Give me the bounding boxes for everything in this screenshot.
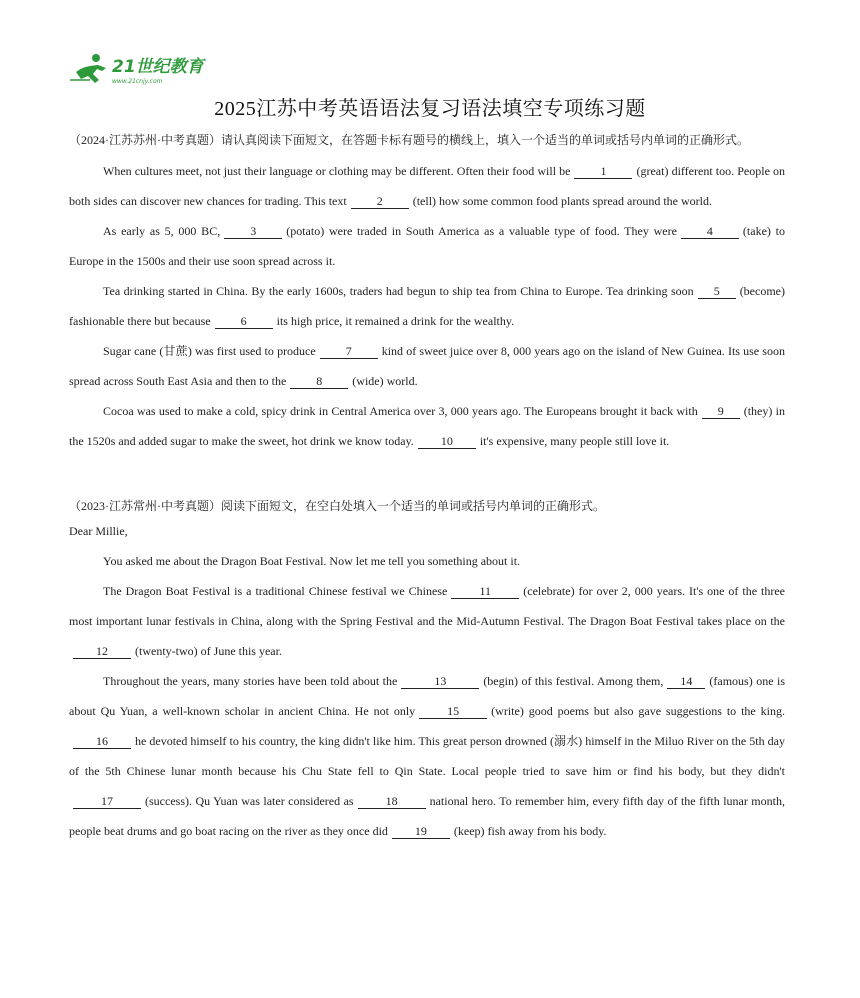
blank-2[interactable]: 2 [351, 195, 409, 209]
passage2-paragraph-1: You asked me about the Dragon Boat Festival. Now let me tell you something about it. [103, 554, 521, 568]
text-run: (take) to Europe in the 1500s and their use soon spread across it. [69, 224, 786, 268]
passage1-instruction: （2024·江苏苏州·中考真题）请认真阅读下面短文，在答题卡标有题号的横线上，填入一个适当的单词或括号内单词的正确形式。 [69, 133, 749, 147]
blank-11[interactable]: 11 [451, 585, 519, 599]
letter-salutation: Dear Millie, [69, 524, 128, 538]
blank-3[interactable]: 3 [224, 225, 282, 239]
blank-4[interactable]: 4 [681, 225, 739, 239]
blank-13[interactable]: 13 [401, 675, 479, 689]
blank-9[interactable]: 9 [702, 405, 740, 419]
passage1-paragraph-2 [69, 216, 785, 276]
text-run: As early as 5, 000 BC, [103, 224, 221, 238]
blank-12[interactable]: 12 [73, 645, 131, 659]
passage2-instruction: （2023·江苏常州·中考真题）阅读下面短文，在空白处填入一个适当的单词或括号内单词的正确形式。 [69, 499, 605, 513]
passage1-paragraph-3 [69, 276, 785, 336]
page-title: 2025江苏中考英语语法复习语法填空专项练习题 [214, 98, 646, 120]
blank-15[interactable]: 15 [419, 705, 487, 719]
text-run: (tell) how some common food plants spread around the world. [412, 194, 712, 208]
text-run: (wide) world. [352, 374, 418, 388]
text-run: (begin) of this festival. Among them, [483, 674, 664, 688]
text-run: (celebrate) for over 2, 000 years. It's one of the three most important lunar festivals in China, along with the Spring Festival and the Mid-Autumn Festival. The Dragon Boat Festival takes place on the [69, 584, 786, 628]
text-run: (become) fashionable there but because [69, 284, 785, 328]
text-run: (famous) one is about Qu Yuan, a well-known scholar in ancient China. He not only [69, 674, 786, 718]
logo-url: www.21cnjy.com [112, 78, 163, 85]
text-run: Sugar cane (甘蔗) was first used to produce [103, 344, 316, 358]
blank-18[interactable]: 18 [358, 795, 426, 809]
text-run: national hero. To remember him, every fifth day of the fifth lunar month, people beat drums and go boat racing on the river as they once did [69, 794, 785, 838]
blank-7[interactable]: 7 [320, 345, 378, 359]
text-run: (write) good poems but also gave suggestions to the king. [491, 704, 785, 718]
passage1-paragraph-1 [69, 156, 785, 216]
logo [68, 52, 208, 88]
blank-14[interactable]: 14 [667, 675, 705, 689]
blank-6[interactable]: 6 [215, 315, 273, 329]
text-run: its high price, it remained a drink for the wealthy. [276, 314, 515, 328]
passage2-paragraph-3 [69, 666, 785, 846]
text-run: (they) in the 1520s and added sugar to make the sweet, hot drink we know today. [69, 404, 785, 448]
passage1-paragraph-5 [69, 396, 785, 456]
text-run: Tea drinking started in China. By the early 1600s, traders had begun to ship tea from China to Europe. Tea drinking soon [103, 284, 694, 298]
text-run: (twenty-two) of June this year. [135, 644, 282, 658]
blank-8[interactable]: 8 [290, 375, 348, 389]
text-run: The Dragon Boat Festival is a traditional Chinese festival we Chinese [103, 584, 448, 598]
passage1-paragraph-4 [69, 336, 785, 396]
text-run: kind of sweet juice over 8, 000 years ago on the island of New Guinea. Its use soon spread across South East Asia and then to the [69, 344, 785, 388]
blank-17[interactable]: 17 [73, 795, 141, 809]
text-run: he devoted himself to his country, the king didn't like him. This great person drowned (溺水) himself in the Miluo River on the 5th day of the 5th Chinese lunar month because his Chu State fell to Qin State. Local people tried to save him or find his body, but they didn't [69, 734, 785, 778]
text-run: Throughout the years, many stories have been told about the [103, 674, 398, 688]
text-run: When cultures meet, not just their language or clothing may be different. Often their food will be [103, 164, 571, 178]
passage2-paragraph-2 [69, 576, 785, 666]
blank-5[interactable]: 5 [698, 285, 736, 299]
blank-1[interactable]: 1 [574, 165, 632, 179]
logo-brand: 21世纪教育 [112, 57, 204, 77]
text-run: (success). Qu Yuan was later considered as [145, 794, 354, 808]
text-run: (great) different too. People on both sides can discover new chances for trading. This text [69, 164, 786, 208]
text-run: (potato) were traded in South America as a valuable type of food. They were [286, 224, 677, 238]
document-body [69, 130, 785, 846]
blank-10[interactable]: 10 [418, 435, 476, 449]
blank-19[interactable]: 19 [392, 825, 450, 839]
runner-icon [70, 54, 106, 83]
text-run: Cocoa was used to make a cold, spicy drink in Central America over 3, 000 years ago. The Europeans brought it back with [103, 404, 698, 418]
text-run: it's expensive, many people still love it. [479, 434, 670, 448]
blank-16[interactable]: 16 [73, 735, 131, 749]
text-run: (keep) fish away from his body. [453, 824, 607, 838]
